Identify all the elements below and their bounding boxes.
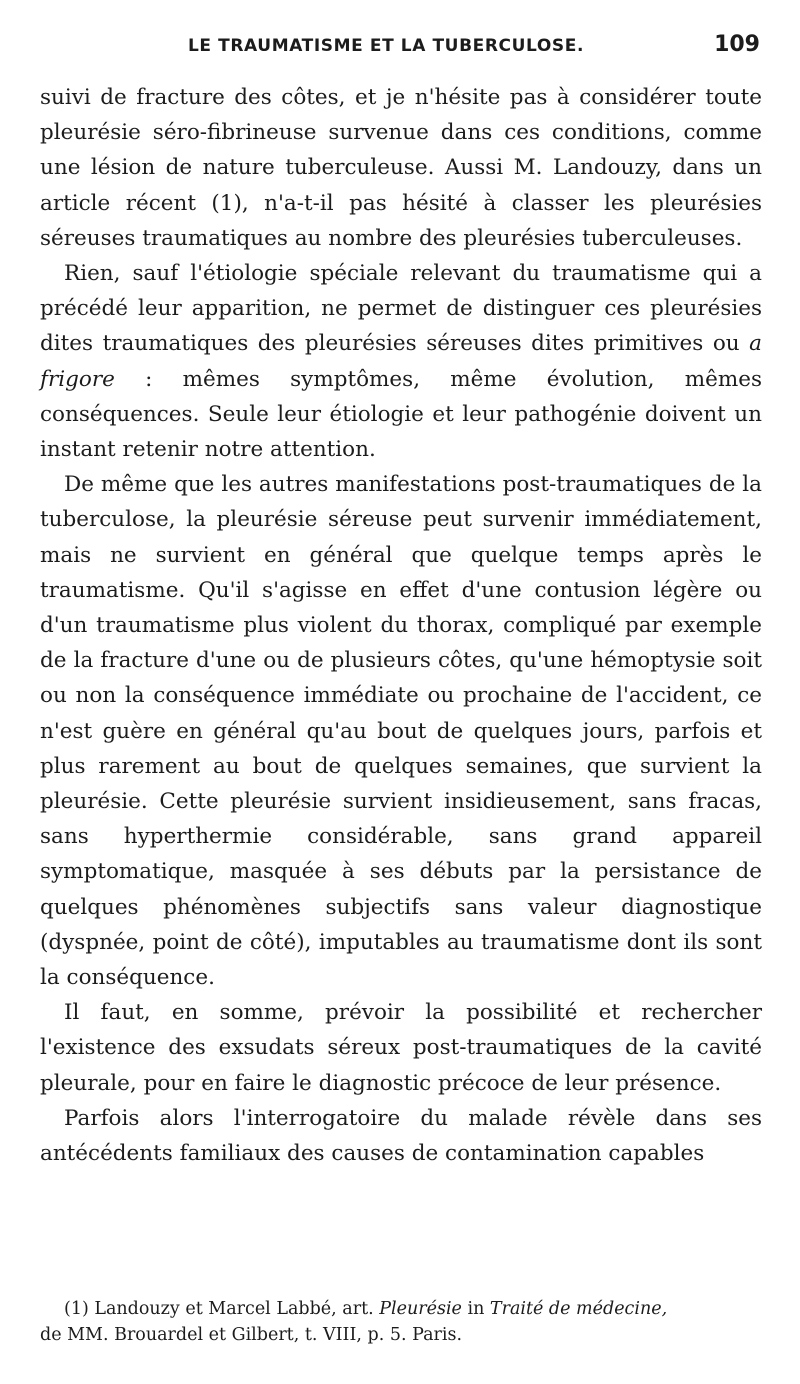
- footnote: [40, 1296, 762, 1348]
- footnote-line-2: de MM. Brouardel et Gilbert, t. VIII, p. 5. Paris.: [40, 1325, 463, 1345]
- paragraph-2-italic: a frigore: [40, 331, 762, 392]
- paragraph-5: Parfois alors l'interrogatoire du malade révèle dans ses antécédents familiaux des causes de contamination capables: [40, 1105, 762, 1167]
- footnote-italic-2: Traité de médecine,: [489, 1299, 668, 1319]
- paragraph-2: [40, 256, 762, 467]
- paragraph-2-text-b: : mêmes symptômes, même évolution, mêmes conséquences. Seule leur étiologie et leur pathogénie doivent un instant retenir notre attention.: [40, 366, 762, 463]
- body-text: [40, 80, 762, 1171]
- page-number: 109: [714, 32, 760, 57]
- paragraph-4: Il faut, en somme, prévoir la possibilité et rechercher l'existence des exsudats séreux post-traumatiques de la cavité pleurale, pour en faire le diagnostic précoce de leur présence.: [40, 1000, 762, 1096]
- running-title: LE TRAUMATISME ET LA TUBERCULOSE.: [188, 36, 585, 56]
- running-head: [40, 32, 760, 72]
- paragraph-1: suivi de fracture des côtes, et je n'hésite pas à considérer toute pleurésie séro-fibrineuse survenue dans ces conditions, comme une lésion de nature tuberculeuse. Aussi M. Landouzy, dans un article récent (1), n'a-t-il pas hésité à classer les pleurésies séreuses traumatiques au nombre des pleurésies tuberculeuses.: [40, 85, 762, 251]
- footnote-text-a: (1) Landouzy et Marcel Labbé, art.: [64, 1299, 380, 1319]
- footnote-text-b: in: [461, 1299, 490, 1319]
- paragraph-2-text-a: Rien, sauf l'étiologie spéciale relevant du traumatisme qui a précédé leur apparition, ne permet de distinguer ces pleurésies dites traumatiques des pleurésies séreuses dites primitives ou: [40, 261, 762, 357]
- paragraph-3: De même que les autres manifestations post-traumatiques de la tuberculose, la pleurésie séreuse peut survenir immédiatement, mais ne survient en général que quelque temps après le traumatisme. Qu'il s'agisse en effet d'une contusion légère ou d'un traumatisme plus violent du thorax, compliqué par exemple de la fracture d'une ou de plusieurs côtes, qu'une hémoptysie soit ou non la conséquence immédiate ou prochaine de l'accident, ce n'est guère en général qu'au bout de quelques jours, parfois et plus rarement au bout de quelques semaines, que survient la pleurésie. Cette pleurésie survient insidieusement, sans fracas, sans hyperthermie considérable, sans grand appareil symptomatique, masquée à ses débuts par la persistance de quelques phénomènes subjectifs sans valeur diagnostique (dyspnée, point de côté), imputables au traumatisme dont ils sont la conséquence.: [40, 472, 762, 991]
- footnote-italic-1: Pleurésie: [379, 1299, 462, 1319]
